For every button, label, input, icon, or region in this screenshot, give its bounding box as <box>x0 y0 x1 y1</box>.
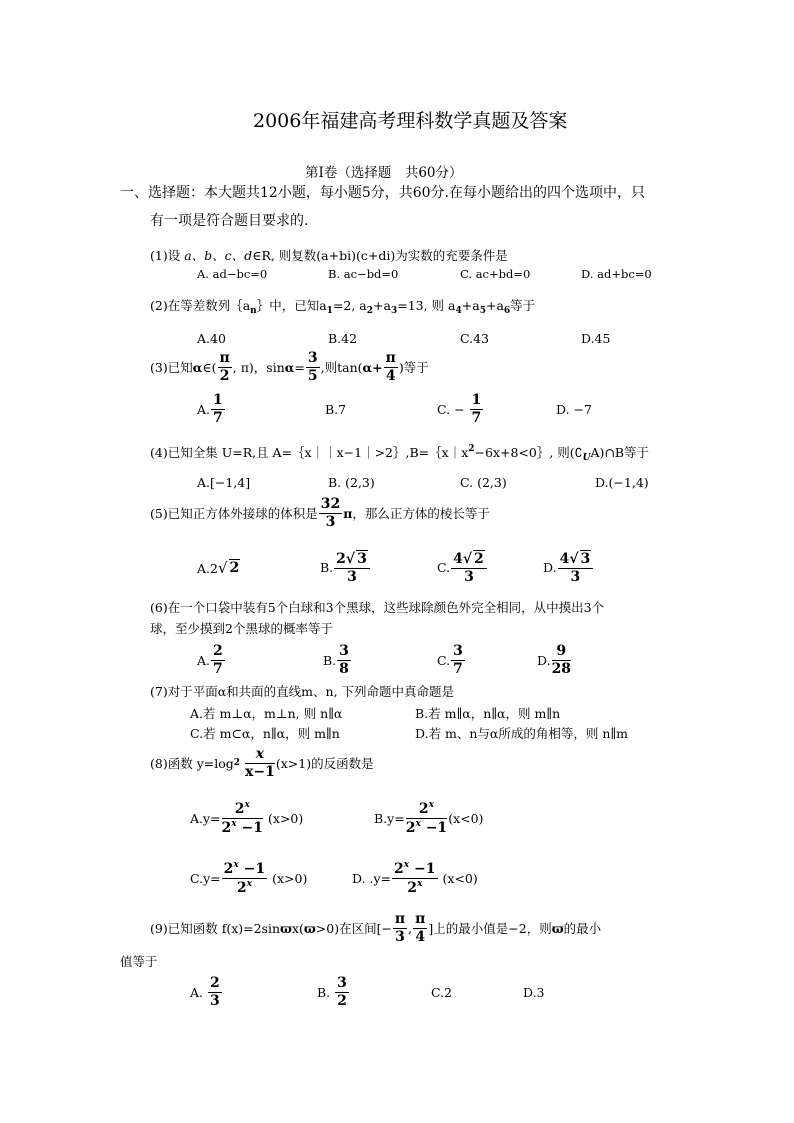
q8-option-a: A.y= $\frac{2^x}{2^x -1}$ (x>0) <box>190 799 304 836</box>
question-3: (3) 已知 α ∈( π 2 , π)，sin α = $\frac{3}{5}$ ,则tan( α + $\frac{\pi}{4}$ )等于 <box>150 349 429 384</box>
q1-option-b: B. ac−bd=0 <box>328 267 399 281</box>
q6-option-b: B. 3 8 <box>323 642 349 677</box>
question-1: (1)设 a、b、c、d∈R, 则复数(a+bi)(c+di)为实数的充要条件是 <box>150 248 508 263</box>
q1-option-c: C. ac+bd=0 <box>460 267 531 281</box>
q1-option-a: A. ad−bc=0 <box>197 267 268 281</box>
question-6-line2: 球，至少摸到2个黑球的概率等于 <box>150 621 333 636</box>
q3-option-d: D. −7 <box>556 401 592 417</box>
question-7: (7)对于平面α和共面的直线m、n, 下列命题中真命题是 <box>150 684 455 699</box>
q2-option-b: B.42 <box>328 331 358 346</box>
q2-option-d: D.45 <box>581 331 611 346</box>
fraction: $\frac{\pi}{4}$ <box>385 349 396 384</box>
question-2: (2)在等差数列$\{a_n\}$中，已知$a_1=2$, $a_2+a_3=13$, 则 $a_4+a_5+a_6$等于 <box>150 298 536 316</box>
q6-option-d: D. 9 28 <box>537 642 572 677</box>
fraction: $\frac{3}{5}$ <box>307 349 318 384</box>
question-6: (6)在一个口袋中装有5个白球和3个黑球，这些球除颜色外完全相同，从中摸出3个 <box>150 600 605 615</box>
q5-option-c: C. 4√ 2 3 <box>437 545 488 589</box>
instructions-line1: 一、选择题：本大题共12小题，每小题5分，共60分.在每小题给出的四个选项中，只 <box>120 185 645 201</box>
q4-option-b: B. (2,3) <box>328 475 375 490</box>
instructions-line2: 有一项是符合题目要求的. <box>150 213 309 229</box>
q2-option-c: C.43 <box>460 331 489 346</box>
q6-option-c: C. 3 7 <box>437 642 463 677</box>
q7-option-d: D.若 m、n与α所成的角相等，则 n∥m <box>415 726 629 741</box>
q7-option-b: B.若 m∥α，n∥α，则 m∥n <box>415 706 561 721</box>
question-5: (5) 已知正方体外接球的体积是 32 3 π ，那么正方体的棱长等于 <box>150 495 490 530</box>
q3-option-b: B.7 <box>325 401 347 417</box>
q5-option-b: B. 2√ 3 3 <box>320 545 371 589</box>
q8-option-c: C.y= $\frac{2^x -1}{2^x}$ (x>0) <box>190 859 308 896</box>
question-9: (9) 已知函数 f(x)=2sin ϖ x( ϖ >0)在区间[− $\frac{\pi}{3}$ , π 4 ]上的最小值是−2，则 ϖ 的最小 <box>150 910 602 945</box>
question-4: (4)已知全集 U=R,且 $A=\{x||x-1|>2\},B=\{x|x^2-6x+8<0\}$, 则$(∁_UA)\cap B$等于 <box>150 444 650 463</box>
q5-option-d: D. 4√ 3 3 <box>543 545 594 589</box>
question-9-line2: 值等于 <box>120 954 158 969</box>
q8-option-b: B.y= $\frac{2^x}{2^x -1}$ (x<0) <box>374 799 484 836</box>
part-heading: 第Ⅰ卷（选择题 共60分） <box>305 165 463 181</box>
q4-option-d: D.(−1,4) <box>595 475 649 490</box>
q9-option-a: A. 2 3 <box>190 974 220 1009</box>
q3-option-a: A. 1 7 <box>197 391 223 426</box>
q4-option-c: C. (2,3) <box>460 475 507 490</box>
q2-option-a: A.40 <box>197 331 226 346</box>
q9-option-c: C.2 <box>431 984 453 1000</box>
q9-option-d: D.3 <box>523 984 545 1000</box>
q3-option-c: C. − $\frac{1}{7}$ <box>437 391 482 426</box>
q1-option-d: D. ad+bc=0 <box>581 267 652 281</box>
q8-option-d: D. .y= $\frac{2^x -1}{2^x}$ (x<0) <box>352 859 478 896</box>
q6-option-a: A. 2 7 <box>197 642 223 677</box>
question-8: (8) 函数 y=log 2 x x−1 (x>1)的反函数是 <box>150 745 374 780</box>
q7-option-c: C.若 m⊂α，n∥α，则 m∥n <box>190 726 340 741</box>
q4-option-a: A.[−1,4] <box>197 475 251 490</box>
fraction: π 2 <box>219 349 230 384</box>
q5-option-a: A.2 √ 2 <box>197 559 240 577</box>
q7-option-a: A.若 m⊥α，m⊥n, 则 n∥α <box>190 706 343 721</box>
page-title: 2006年福建高考理科数学真题及答案 <box>253 110 568 132</box>
q9-option-b: B. 3 2 <box>317 974 347 1009</box>
